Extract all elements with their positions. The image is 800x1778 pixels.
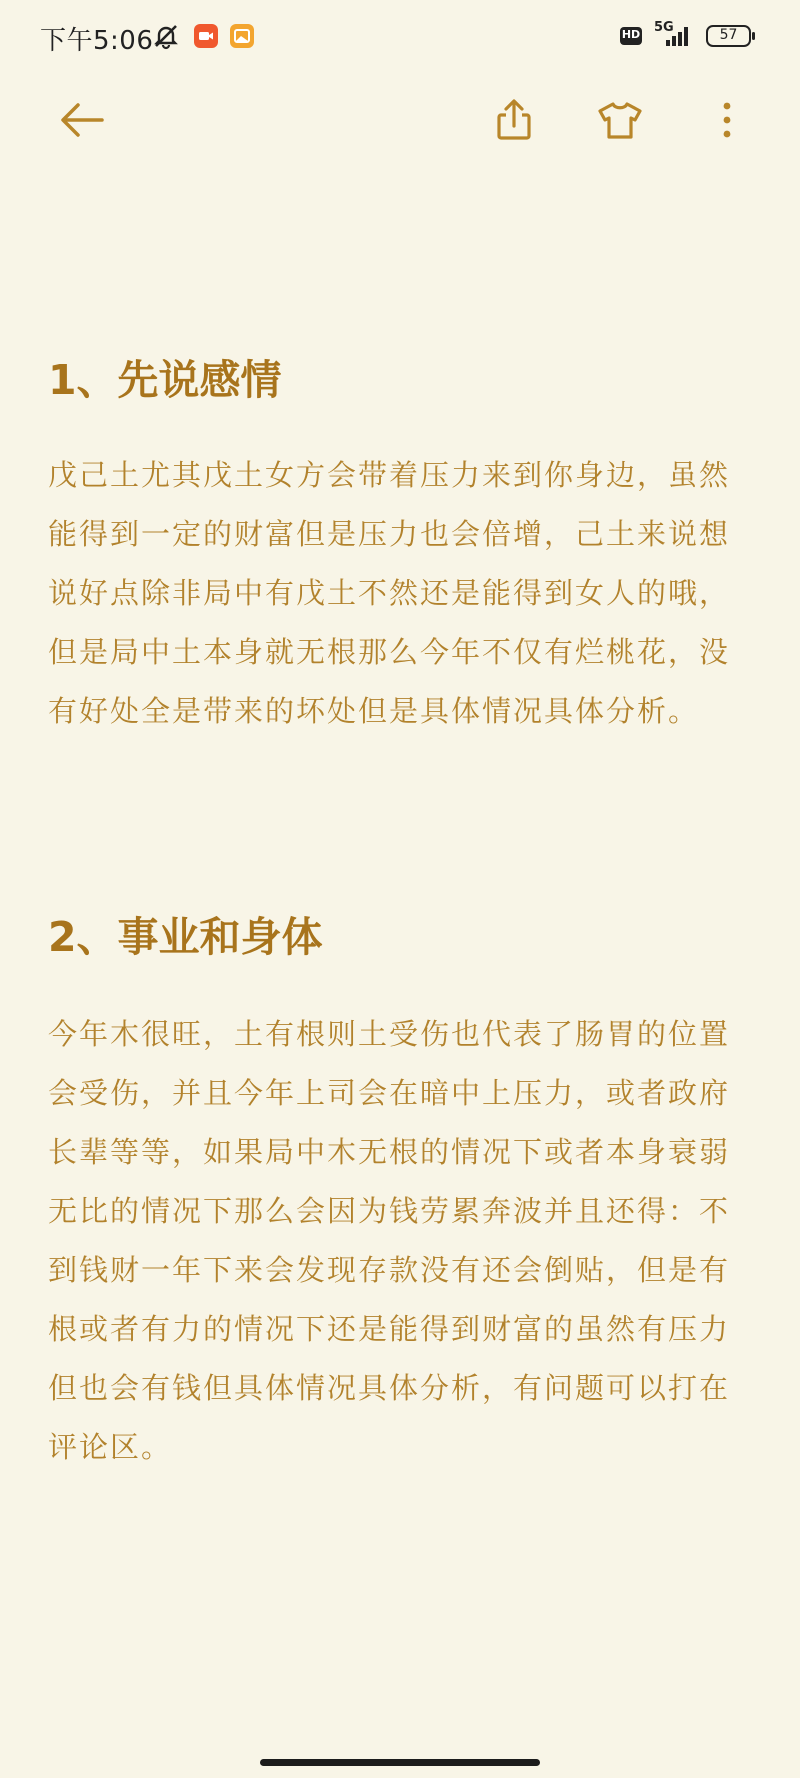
share-icon: [494, 98, 534, 146]
back-button[interactable]: [50, 90, 114, 154]
section-heading-emotion: 1、先说感情: [48, 356, 282, 404]
back-arrow-icon: [58, 100, 106, 144]
home-indicator[interactable]: [260, 1759, 540, 1766]
battery-level: 57: [719, 27, 738, 43]
theme-shirt-icon: [597, 100, 643, 144]
share-button[interactable]: [482, 90, 546, 154]
status-bar: [0, 0, 800, 72]
section-paragraph-emotion: 戊己土尤其戊土女方会带着压力来到你身边，虽然能得到一定的财富但是压力也会倍增，己土来说想说好点除非局中有戊土不然还是能得到女人的哦，但是局中土本身就无根那么今年不仅有烂桃花，没有好处全是带来的坏处但是具体情况具体分析。: [48, 458, 731, 728]
more-button[interactable]: [695, 90, 759, 154]
hd-badge-label: HD: [621, 28, 641, 41]
network-type: 5G: [654, 20, 674, 35]
battery-icon: [706, 25, 756, 47]
status-time: 下午5:06: [40, 26, 154, 56]
theme-button[interactable]: [588, 90, 652, 154]
muted-bell-icon: [152, 22, 180, 54]
app-toolbar: [0, 90, 800, 160]
more-vertical-icon: [721, 100, 733, 144]
hd-icon: [620, 27, 642, 49]
gallery-app-icon: [230, 24, 254, 52]
section-paragraph-career-health: 今年木很旺，土有根则土受伤也代表了肠胃的位置会受伤，并且今年上司会在暗中上压力，或者政府长辈等等，如果局中木无根的情况下或者本身衰弱无比的情况下那么会因为钱劳累奔波并且还得：不到钱财一年下来会发现存款没有还会倒贴，但是有根或者有力的情况下还是能得到财富的虽然有压力但也会有钱但具体情况具体分析，有问题可以打在评论区。: [48, 1017, 731, 1464]
section-heading-career-health: 2、事业和身体: [48, 913, 323, 961]
video-app-icon: [194, 24, 218, 52]
article-body: [48, 352, 748, 1477]
signal-icon: [652, 20, 692, 48]
